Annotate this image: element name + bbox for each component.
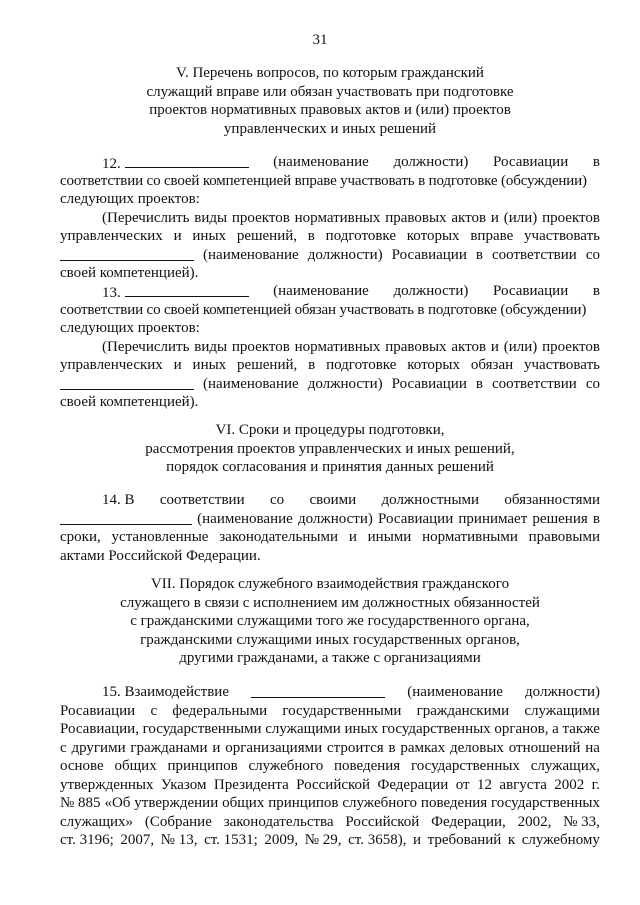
word: федеральными (172, 702, 268, 719)
word: государственными (142, 721, 262, 737)
word: установленные (111, 529, 209, 545)
text-line (60, 702, 600, 721)
word: утвержденных (60, 776, 154, 793)
word: гражданами (130, 739, 208, 756)
word: № 33, (563, 813, 600, 830)
text-line (60, 794, 600, 813)
word: должности) (307, 375, 383, 392)
word: деловых (450, 739, 504, 756)
word: вправе (470, 228, 514, 244)
word: (или) (503, 209, 538, 226)
word: (Собрание (144, 813, 212, 830)
word: ст. 1531; (204, 832, 258, 848)
word: государственных (491, 795, 600, 811)
word: (наименование (273, 283, 369, 299)
word: актов (451, 338, 487, 355)
text-line (60, 153, 600, 172)
text-line (60, 831, 600, 850)
position-blank (251, 683, 385, 698)
word: служащих» (60, 813, 134, 830)
word: решений, (236, 228, 298, 244)
word: иными (367, 529, 412, 545)
word: служащих, (530, 758, 600, 774)
word: строится (326, 739, 384, 756)
word: в (592, 154, 600, 170)
word: должности) (393, 283, 469, 299)
word: основе (60, 758, 104, 774)
word: Президента (213, 776, 289, 793)
text-line (60, 301, 600, 320)
word: нормативных (294, 338, 381, 355)
word: иных (192, 228, 227, 244)
word: (наименование (203, 246, 299, 263)
position-blank (125, 153, 249, 168)
word: в (307, 228, 315, 244)
word: Российской (345, 813, 420, 830)
heading-line: гражданскими служащими иных государственных органов, (140, 631, 520, 648)
word: рамках (400, 739, 446, 756)
word: со (269, 492, 285, 508)
word: служащими (265, 721, 341, 737)
word: в (592, 510, 600, 527)
text-segment: 12. (102, 153, 249, 172)
word: Российской (296, 776, 371, 793)
word: 2009, (264, 832, 299, 848)
text-line (60, 813, 600, 832)
page-number: 31 (312, 32, 328, 48)
text-line (60, 491, 600, 510)
heading-line: проектов нормативных правовых актов и (или) проектов (149, 102, 511, 118)
word: служебного (342, 795, 418, 811)
word: Росавиации (391, 246, 467, 263)
word: отношений (508, 739, 581, 756)
word: служащими (524, 702, 600, 719)
word: Указом (160, 776, 207, 793)
word: организациями (225, 739, 323, 756)
word: которых (407, 357, 461, 373)
word: Росавиации (60, 702, 136, 719)
heading-line: управленческих и иных решений (223, 120, 437, 137)
word: августа (499, 776, 547, 793)
word: гражданскими (416, 702, 510, 719)
word: соответствии (159, 492, 245, 508)
word: органов, (494, 721, 549, 737)
word: и (490, 209, 499, 226)
text-line (60, 683, 600, 702)
text-line (60, 282, 600, 301)
word: (Перечислить (102, 209, 190, 226)
text-line (60, 190, 600, 209)
word: законодательными (219, 529, 339, 545)
word: и (490, 338, 499, 355)
word: Росавиации (378, 510, 454, 527)
text-line (60, 720, 600, 739)
word: должности) (307, 246, 383, 263)
section-5-heading (60, 64, 600, 138)
text-line (60, 338, 600, 357)
word: подготовке (326, 357, 397, 373)
word: общих (114, 758, 157, 774)
word: а (552, 721, 559, 737)
word: ст. 3196; (60, 832, 114, 848)
word: государственных (410, 758, 520, 774)
word: и (212, 739, 221, 756)
heading-line: другими гражданами, а также с организациями (179, 650, 481, 666)
word: общих (222, 795, 265, 811)
word: должности) (393, 154, 469, 170)
word: на (585, 739, 600, 756)
paragraph-15 (60, 683, 600, 850)
text-line (60, 776, 600, 795)
word: обязанностями (504, 492, 600, 508)
word: № 13, (160, 832, 198, 848)
word: Росавиации (391, 375, 467, 392)
text-line (60, 739, 600, 758)
text-segment: 13. (102, 282, 249, 301)
heading-line: VI. Сроки и процедуры подготовки, (215, 422, 445, 438)
word: должностными (381, 492, 480, 508)
position-blank (60, 246, 194, 261)
word: (наименование (203, 375, 299, 392)
word: государственными (282, 702, 402, 719)
text-segment: соответствии со своей компетенцией вправе участвовать в подготовке (обсуждении) (60, 172, 587, 189)
word: № 885 (60, 795, 101, 811)
word: ст. 3658), (348, 832, 407, 848)
position-blank (60, 510, 192, 525)
text-line (60, 319, 600, 338)
word: участвовать (524, 228, 600, 244)
word: правовых (385, 209, 447, 226)
word: Росавиации, (60, 721, 139, 737)
word: с (60, 739, 67, 756)
text-line (60, 528, 600, 547)
word: с (150, 702, 158, 719)
word: управленческих (60, 357, 163, 373)
text-line (60, 393, 600, 412)
word: правовых (385, 338, 447, 355)
text-line (60, 757, 600, 776)
word: и (348, 529, 357, 545)
word: должности) (525, 684, 600, 700)
word: Федерации (377, 776, 449, 793)
word: принципов (268, 795, 339, 811)
word: со (585, 246, 600, 263)
word: поведения (420, 795, 488, 811)
heading-line: служащий вправе или обязан участвовать при подготовке (146, 83, 514, 100)
word: нормативных (294, 209, 381, 226)
heading-line: порядок согласования и принятия данных решений (166, 459, 494, 475)
word: проектов (231, 338, 290, 355)
text-line (60, 547, 600, 566)
word: обязан (470, 357, 514, 373)
word: иных (192, 357, 227, 373)
word: виды (194, 338, 228, 355)
text-line (60, 172, 600, 191)
heading-line: с гражданскими служащими того же государственного органа, (130, 613, 530, 629)
word: (наименование (407, 684, 503, 700)
text-segment: своей компетенцией). (60, 394, 199, 410)
text-segment: следующих проектов: (60, 191, 200, 207)
text-segment: своей компетенцией). (60, 265, 199, 281)
word: «Об (104, 795, 131, 811)
word: (наименование (197, 510, 293, 527)
word: со (585, 375, 600, 392)
word: в (475, 375, 483, 392)
word: и (173, 228, 182, 244)
word: 14. В (102, 492, 135, 508)
text-line (60, 246, 600, 265)
word: Росавиации (493, 283, 569, 299)
word: актов (451, 209, 487, 226)
word: 15. Взаимодействие (102, 684, 229, 700)
word: другими (71, 739, 126, 756)
text-segment: следующих проектов: (60, 320, 200, 336)
section-6-heading (60, 421, 600, 477)
word: к (507, 832, 516, 848)
section-7-heading (60, 575, 600, 668)
word: также (562, 721, 600, 737)
text-line (60, 356, 600, 375)
word: служебного (248, 758, 324, 774)
word: управленческих (60, 228, 163, 244)
word: решений, (237, 357, 298, 373)
word: (Перечислить (102, 338, 190, 355)
word: сроки, (60, 529, 101, 545)
word: 2002, (517, 813, 552, 830)
word: утверждении (134, 795, 219, 811)
word: Федерации, (431, 813, 506, 830)
word: виды (194, 209, 228, 226)
heading-line: V. Перечень вопросов, по которым гражданский (176, 65, 484, 81)
text-segment: актами Российской Федерации. (60, 547, 261, 564)
word: и (173, 357, 182, 373)
word: в (475, 246, 483, 263)
word: принципов (167, 758, 238, 774)
word: 2002 (554, 776, 585, 793)
heading-line: служащего в связи с исполнением им должностных обязанностей (120, 594, 540, 611)
word: 12 (477, 776, 492, 793)
word: в (308, 357, 316, 373)
paragraph-13 (60, 282, 600, 412)
position-blank (125, 282, 249, 297)
word: требований (427, 832, 502, 848)
word: проектов (542, 338, 600, 355)
heading-line: рассмотрения проектов управленческих и иных решений, (145, 440, 515, 457)
heading-line: VII. Порядок служебного взаимодействия гражданского (150, 576, 510, 592)
word: проектов (231, 209, 290, 226)
word: иных (344, 721, 379, 737)
word: проектов (542, 209, 600, 226)
word: правовыми (528, 529, 600, 545)
word: в (388, 739, 396, 756)
word: от (455, 776, 470, 793)
word: подготовке (325, 228, 396, 244)
word: (или) (503, 338, 538, 355)
word: законодательства (223, 813, 334, 830)
word: которых (406, 228, 460, 244)
word: в (592, 283, 600, 299)
word: поведения (333, 758, 401, 774)
word: участвовать (524, 357, 600, 373)
word: и (413, 832, 422, 848)
word: (наименование (273, 154, 369, 170)
position-blank (60, 375, 194, 390)
text-line (60, 209, 600, 228)
text-line (60, 510, 600, 529)
word: 2007, (120, 832, 155, 848)
text-line (60, 375, 600, 394)
word: своими (309, 492, 357, 508)
word: принимает (458, 510, 528, 527)
word: Росавиации (493, 154, 569, 170)
text-segment: соответствии со своей компетенцией обязан участвовать в подготовке (обсуждении) (60, 301, 587, 318)
text-line (60, 227, 600, 246)
word: служебному (521, 832, 600, 848)
word: решения (532, 510, 588, 527)
word: нормативными (422, 529, 518, 545)
word: г. (591, 776, 600, 793)
word: № 29, (304, 832, 342, 848)
word: соответствии (492, 375, 577, 392)
paragraph-12 (60, 153, 600, 283)
word: должности) (297, 510, 373, 527)
word: соответствии (492, 246, 577, 263)
text-line (60, 264, 600, 283)
word: государственных (381, 721, 491, 737)
paragraph-14 (60, 491, 600, 565)
